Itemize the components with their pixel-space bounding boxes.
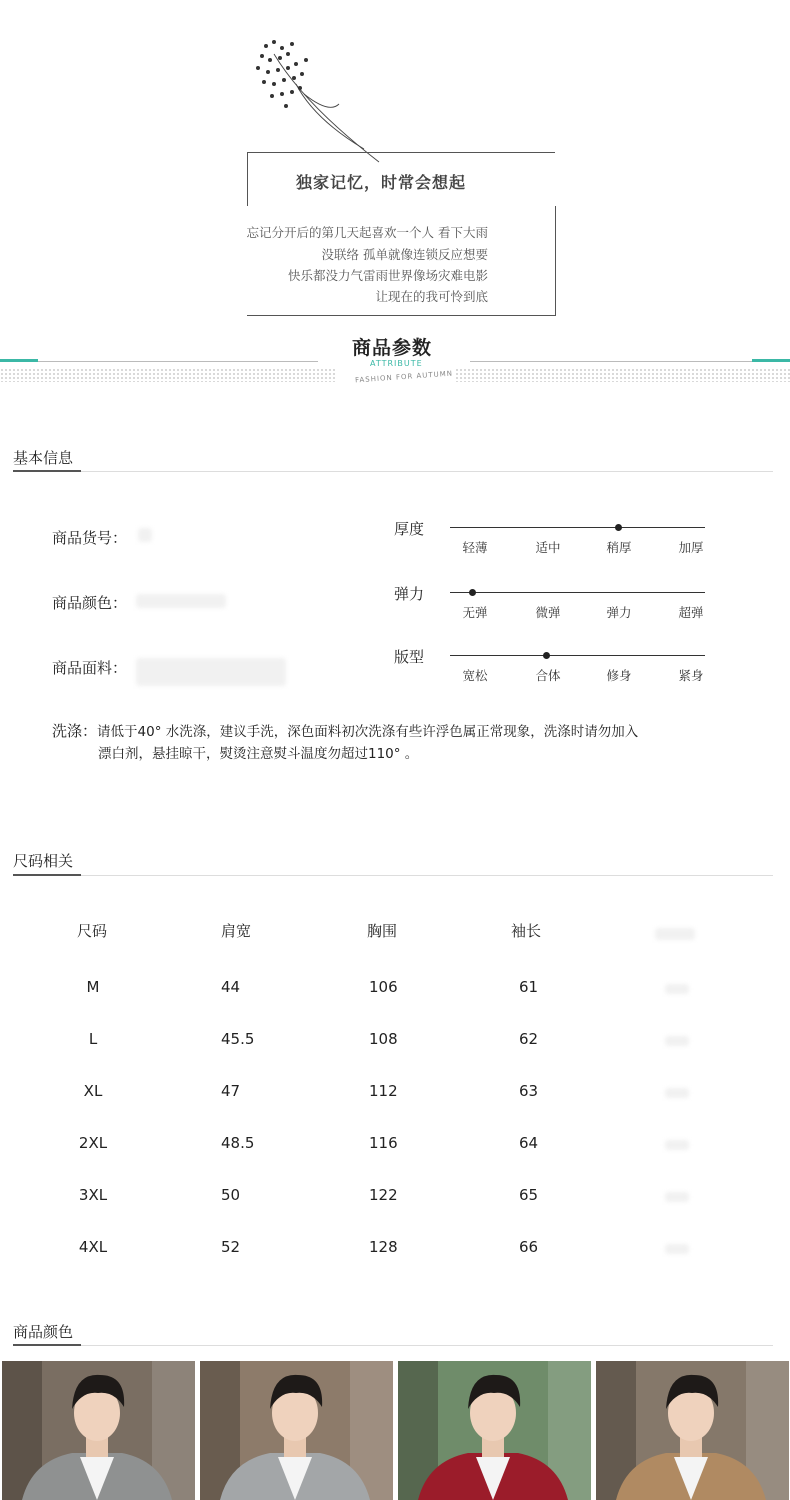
color-photo[interactable] bbox=[398, 1361, 591, 1500]
size-cell: XL bbox=[83, 1082, 103, 1100]
size-cell: 65 bbox=[519, 1186, 539, 1204]
scale-option: 微弹 bbox=[535, 605, 561, 620]
wash-label: 洗涤： bbox=[52, 722, 98, 740]
blurred-value bbox=[138, 528, 152, 542]
size-cell: 116 bbox=[369, 1134, 398, 1152]
color-photo[interactable] bbox=[2, 1361, 195, 1500]
model-photo-icon bbox=[596, 1361, 789, 1500]
scale-option: 紧身 bbox=[678, 668, 704, 683]
wash-text-line1: 请低于40° 水洗涤，建议手洗，深色面料初次洗涤有些许浮色属正常现象，洗涤时请勿加入 bbox=[97, 724, 639, 740]
scale-thickness-marker bbox=[615, 524, 622, 531]
dot-pattern-right bbox=[455, 368, 790, 382]
dot-pattern-left bbox=[0, 368, 335, 382]
attribute-tagline: FASHION FOR AUTUMN bbox=[354, 369, 454, 385]
model-photo-icon bbox=[200, 1361, 393, 1500]
scale-elasticity-marker bbox=[469, 589, 476, 596]
section-title-basic: 基本信息 bbox=[13, 449, 74, 467]
scale-thickness-label: 厚度 bbox=[394, 520, 425, 538]
size-cell: 48.5 bbox=[221, 1134, 255, 1152]
fabric-label: 商品面料： bbox=[52, 659, 128, 677]
section-divider bbox=[13, 471, 773, 472]
poem-line: 没联络 孤单就像连锁反应想要 bbox=[321, 247, 488, 262]
scale-option: 修身 bbox=[606, 668, 632, 683]
color-photo[interactable] bbox=[200, 1361, 393, 1500]
size-cell: 45.5 bbox=[221, 1030, 255, 1048]
scale-fit-label: 版型 bbox=[394, 648, 425, 666]
scale-fit-track bbox=[450, 655, 705, 656]
blurred-cell bbox=[665, 984, 689, 994]
scale-elasticity-track bbox=[450, 592, 705, 593]
color-label: 商品颜色： bbox=[52, 594, 128, 612]
size-cell: 44 bbox=[221, 978, 241, 996]
section-title-size: 尺码相关 bbox=[13, 852, 74, 870]
blurred-header bbox=[655, 928, 695, 940]
blurred-cell bbox=[665, 1140, 689, 1150]
scale-fit-marker bbox=[543, 652, 550, 659]
section-divider bbox=[13, 875, 773, 876]
attribute-title: 商品参数 bbox=[352, 337, 433, 359]
scale-option: 稍厚 bbox=[606, 540, 632, 555]
section-underline bbox=[13, 470, 81, 472]
size-cell: 3XL bbox=[78, 1186, 108, 1204]
slogan-text: 独家记忆，时常会想起 bbox=[296, 173, 467, 192]
size-cell: 112 bbox=[369, 1082, 398, 1100]
poem-line: 让现在的我可怜到底 bbox=[375, 289, 488, 304]
section-underline bbox=[13, 874, 81, 876]
section-title-colors: 商品颜色 bbox=[13, 1323, 74, 1341]
color-photo[interactable] bbox=[596, 1361, 789, 1500]
size-cell: 66 bbox=[519, 1238, 539, 1256]
poem-line: 忘记分开后的第几天起喜欢一个人 看下大雨 bbox=[246, 225, 488, 240]
attribute-subtitle: ATTRIBUTE bbox=[370, 359, 423, 368]
size-cell: L bbox=[88, 1030, 98, 1048]
scale-option: 加厚 bbox=[678, 540, 704, 555]
size-header: 袖长 bbox=[511, 922, 542, 940]
blurred-cell bbox=[665, 1192, 689, 1202]
size-cell: M bbox=[86, 978, 100, 996]
scale-option: 宽松 bbox=[462, 668, 488, 683]
size-cell: 64 bbox=[519, 1134, 539, 1152]
banner-rule-right bbox=[470, 361, 752, 362]
size-cell: 52 bbox=[221, 1238, 241, 1256]
model-photo-icon bbox=[2, 1361, 195, 1500]
blurred-cell bbox=[665, 1036, 689, 1046]
scale-option: 轻薄 bbox=[462, 540, 488, 555]
accent-bar-right bbox=[752, 359, 790, 362]
size-cell: 2XL bbox=[78, 1134, 108, 1152]
poem-line: 快乐都没力气雷雨世界像场灾难电影 bbox=[287, 268, 488, 283]
banner-rule-left bbox=[38, 361, 318, 362]
scale-option: 合体 bbox=[535, 668, 561, 683]
size-cell: 63 bbox=[519, 1082, 539, 1100]
section-underline bbox=[13, 1344, 81, 1346]
size-header: 尺码 bbox=[77, 922, 108, 940]
size-cell: 106 bbox=[369, 978, 398, 996]
size-cell: 62 bbox=[519, 1030, 539, 1048]
size-cell: 50 bbox=[221, 1186, 241, 1204]
section-divider bbox=[13, 1345, 773, 1346]
size-header: 胸围 bbox=[367, 922, 398, 940]
blurred-cell bbox=[665, 1088, 689, 1098]
scale-option: 适中 bbox=[535, 540, 561, 555]
model-photo-icon bbox=[398, 1361, 591, 1500]
scale-option: 超弹 bbox=[678, 605, 704, 620]
size-cell: 4XL bbox=[78, 1238, 108, 1256]
size-cell: 61 bbox=[519, 978, 539, 996]
blurred-value bbox=[136, 594, 226, 608]
wash-text-line2: 漂白剂，悬挂晾干，熨烫注意熨斗温度勿超过110° 。 bbox=[98, 746, 419, 762]
scale-option: 弹力 bbox=[606, 605, 632, 620]
size-header: 肩宽 bbox=[221, 922, 252, 940]
size-cell: 108 bbox=[369, 1030, 398, 1048]
blurred-cell bbox=[665, 1244, 689, 1254]
size-cell: 128 bbox=[369, 1238, 398, 1256]
plant-illustration-icon bbox=[244, 34, 384, 164]
scale-option: 无弹 bbox=[462, 605, 488, 620]
scale-elasticity-label: 弹力 bbox=[394, 585, 425, 603]
accent-bar-left bbox=[0, 359, 38, 362]
size-cell: 47 bbox=[221, 1082, 241, 1100]
wash-instructions bbox=[52, 720, 712, 765]
item-no-label: 商品货号： bbox=[52, 529, 128, 547]
blurred-value bbox=[136, 658, 286, 686]
scale-thickness-track bbox=[450, 527, 705, 528]
size-cell: 122 bbox=[369, 1186, 398, 1204]
